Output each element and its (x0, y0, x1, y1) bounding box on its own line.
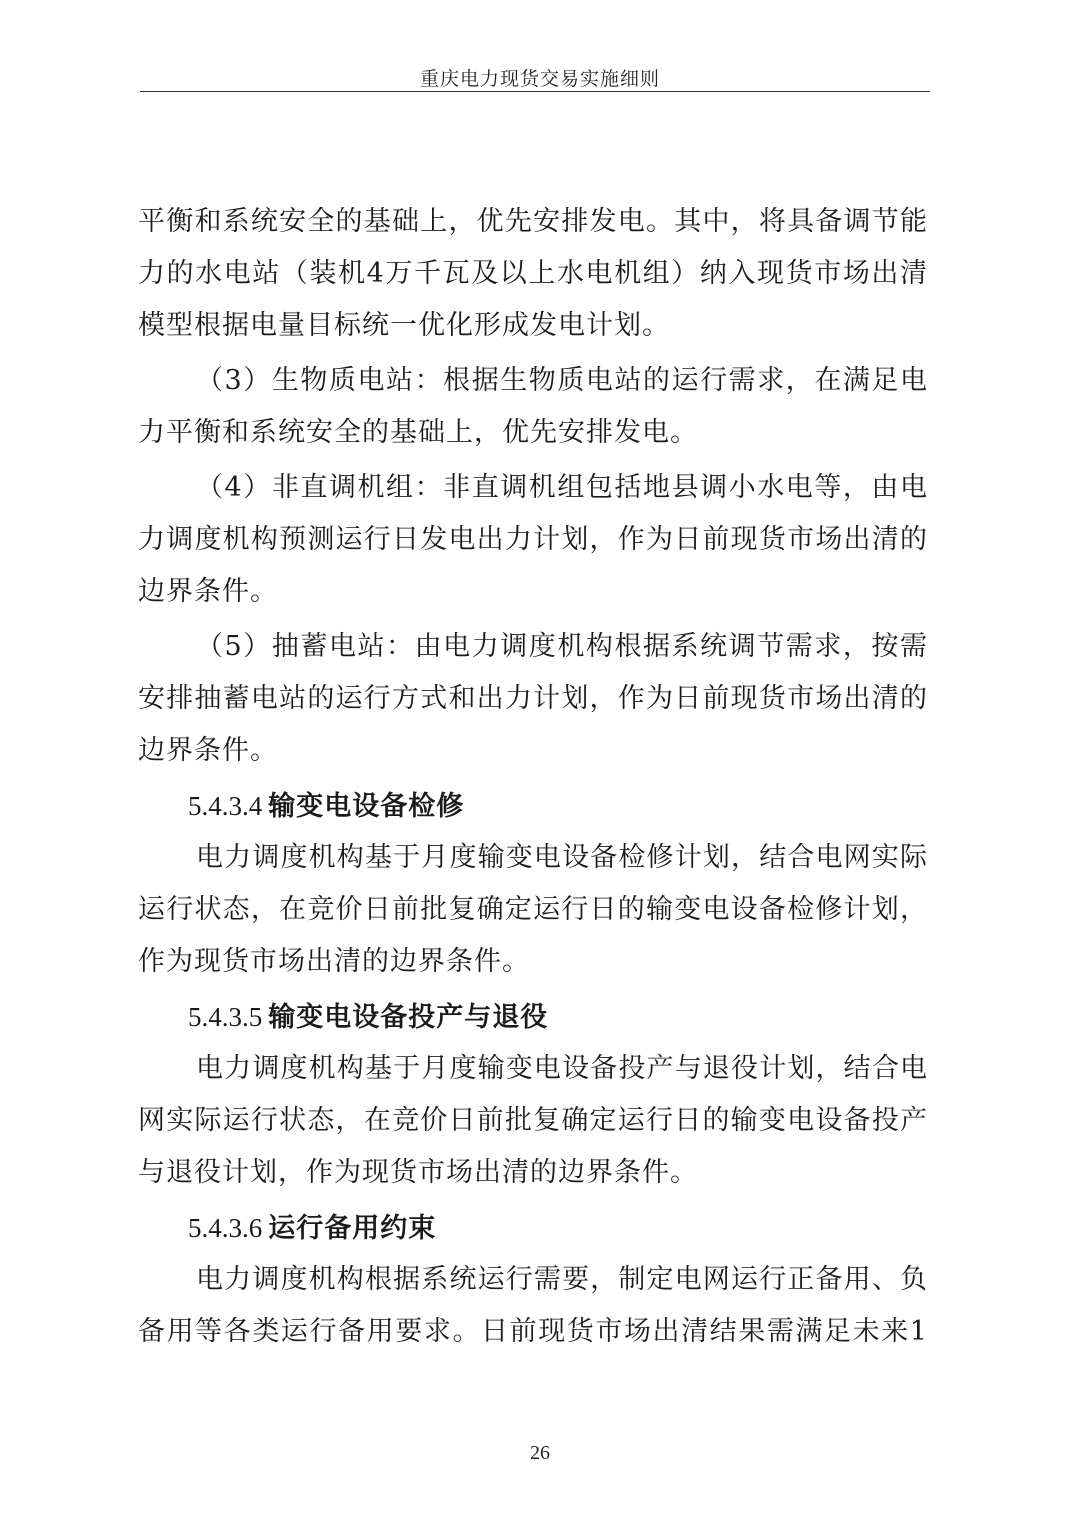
document-body (138, 196, 928, 1361)
header-rule (140, 91, 930, 92)
running-header-title: 重庆电力现货交易实施细则 (419, 68, 660, 90)
text-line: 力平衡和系统安全的基础上，优先安排发电。 (138, 417, 698, 448)
paragraph (138, 1043, 928, 1199)
text-line: 力调度机构预测运行日发电出力计划，作为日前现货市场出清的 (138, 524, 928, 555)
page-number: 26 (530, 1442, 550, 1464)
text-line: 电力调度机构基于月度输变电设备投产与退役计划，结合电 (196, 1053, 928, 1084)
text-line: 运行状态，在竞价日前批复确定运行日的输变电设备检修计划， (138, 894, 928, 925)
text-line: 边界条件。 (138, 576, 278, 607)
text-line: 电力调度机构基于月度输变电设备检修计划，结合电网实际 (196, 842, 928, 873)
section-number: 5.4.3.5 (188, 1002, 263, 1032)
section-title: 运行备用约束 (268, 1213, 437, 1244)
section-title: 输变电设备检修 (268, 791, 465, 822)
paragraph (138, 621, 928, 777)
section-number: 5.4.3.6 (188, 1213, 263, 1243)
text-line: （3）生物质电站：根据生物质电站的运行需求，在满足电 (196, 365, 928, 396)
paragraph (138, 355, 928, 459)
text-line: 模型根据电量目标统一优化形成发电计划。 (138, 310, 670, 341)
section-number: 5.4.3.4 (188, 791, 263, 821)
text-line: 安排抽蓄电站的运行方式和出力计划，作为日前现货市场出清的 (138, 683, 928, 714)
text-line: （5）抽蓄电站：由电力调度机构根据系统调节需求，按需 (196, 631, 928, 662)
paragraph (138, 462, 928, 618)
section-heading (138, 991, 928, 1043)
text-line: 电力调度机构根据系统运行需要，制定电网运行正备用、负 (196, 1264, 928, 1295)
section-title: 输变电设备投产与退役 (268, 1002, 549, 1033)
text-line: 网实际运行状态，在竞价日前批复确定运行日的输变电设备投产 (138, 1105, 928, 1136)
paragraph (138, 1254, 928, 1358)
text-line: 边界条件。 (138, 735, 278, 766)
paragraph (138, 832, 928, 988)
text-line: 平衡和系统安全的基础上，优先安排发电。其中，将具备调节能 (138, 206, 928, 237)
text-line: 与退役计划，作为现货市场出清的边界条件。 (138, 1157, 698, 1188)
text-line: 作为现货市场出清的边界条件。 (138, 946, 530, 977)
section-heading (138, 780, 928, 832)
text-line: 力的水电站（装机4万千瓦及以上水电机组）纳入现货市场出清 (138, 258, 928, 289)
section-heading (138, 1202, 928, 1254)
text-line: 备用等各类运行备用要求。日前现货市场出清结果需满足未来1 (138, 1316, 928, 1347)
paragraph (138, 196, 928, 352)
text-line: （4）非直调机组：非直调机组包括地县调小水电等，由电 (196, 472, 928, 503)
